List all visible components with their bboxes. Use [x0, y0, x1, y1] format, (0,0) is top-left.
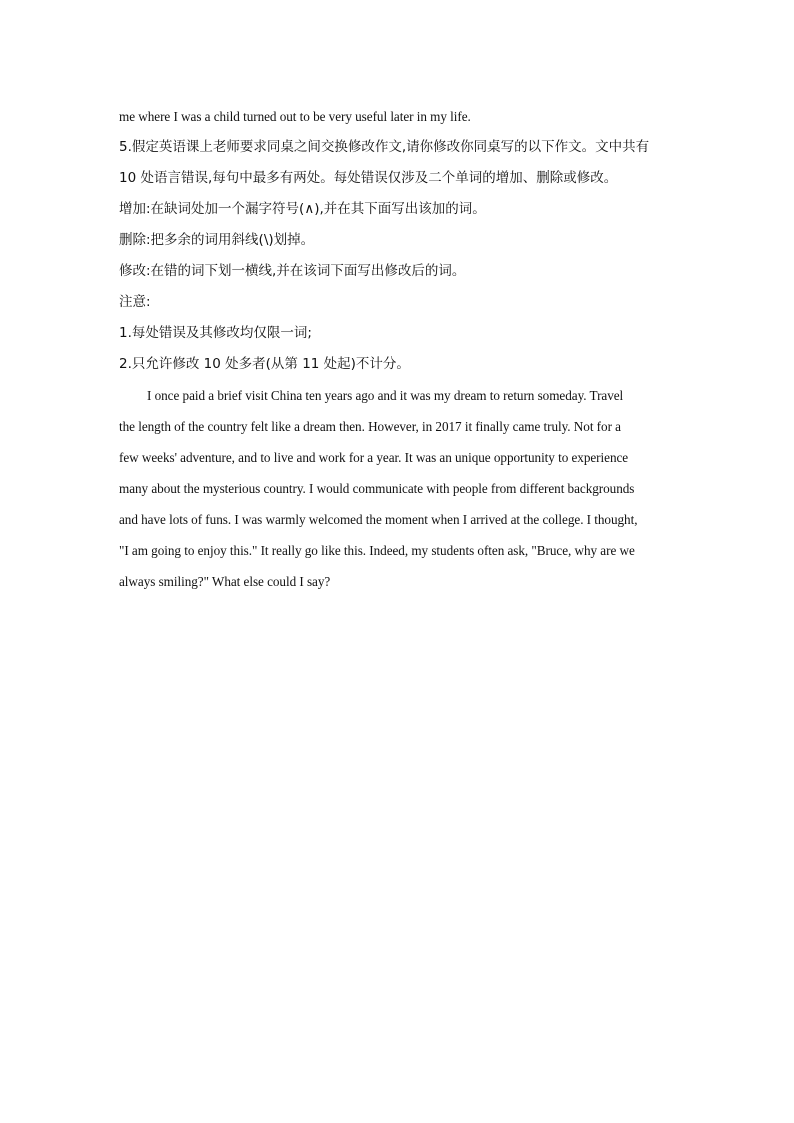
passage-line-7: always smiling?" What else could I say? — [119, 574, 331, 589]
passage-line-4: many about the mysterious country. I would communicate with people from different backgrounds — [119, 481, 635, 496]
passage-line-2: the length of the country felt like a dream then. However, in 2017 it finally came truly. Not for a — [119, 419, 621, 434]
question-5-instruction-continued: 10 处语言错误,每句中最多有两处。每处错误仅涉及二个单词的增加、删除或修改。 — [119, 170, 618, 186]
question-5-instruction: 5.假定英语课上老师要求同桌之间交换修改作文,请你修改你同桌写的以下作文。文中共有 — [119, 139, 650, 155]
note-item-2: 2.只允许修改 10 处多者(从第 11 处起)不计分。 — [119, 356, 410, 372]
text-line-continuation: me where I was a child turned out to be very useful later in my life. — [119, 109, 471, 124]
passage-line-1: I once paid a brief visit China ten years ago and it was my dream to return someday. Travel — [147, 388, 624, 403]
note-heading: 注意: — [119, 294, 151, 310]
rule-modify: 修改:在错的词下划一横线,并在该词下面写出修改后的词。 — [119, 263, 466, 279]
passage-line-3: few weeks' adventure, and to live and work for a year. It was an unique opportunity to experience — [119, 450, 629, 465]
document-content — [119, 101, 684, 597]
rule-delete: 删除:把多余的词用斜线(\)划掉。 — [119, 232, 315, 248]
passage-line-6: "I am going to enjoy this." It really go like this. Indeed, my students often ask, "Bruce, why are we — [119, 543, 635, 558]
passage-line-5: and have lots of funs. I was warmly welcomed the moment when I arrived at the college. I thought, — [119, 512, 638, 527]
note-item-1: 1.每处错误及其修改均仅限一词; — [119, 325, 312, 341]
rule-add: 增加:在缺词处加一个漏字符号(∧),并在其下面写出该加的词。 — [119, 201, 486, 217]
